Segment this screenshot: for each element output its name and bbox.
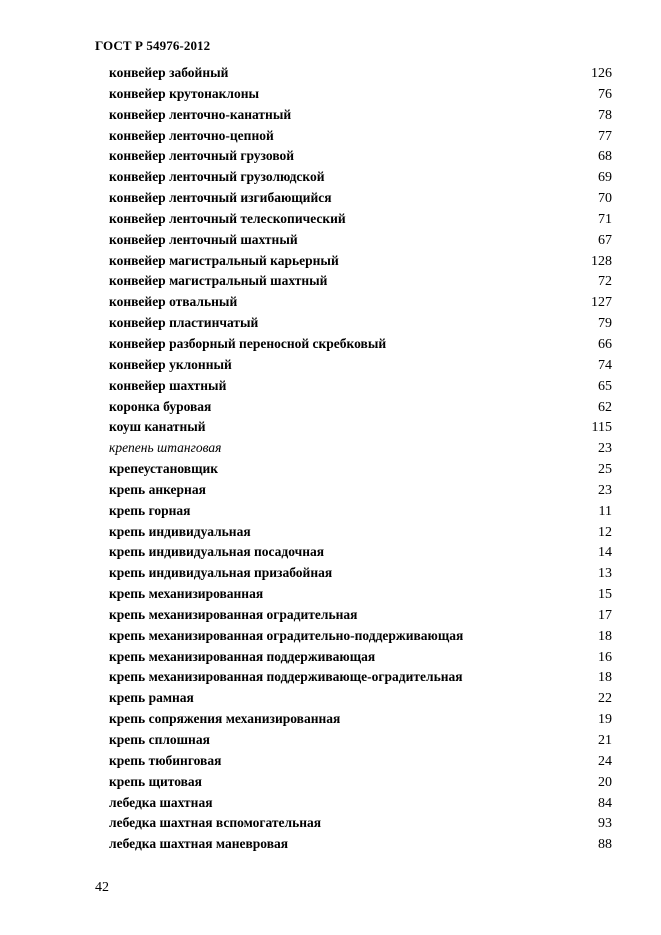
index-page-ref: 84 bbox=[598, 795, 612, 811]
index-term: конвейер ленточно-канатный bbox=[109, 106, 292, 122]
index-page-ref: 93 bbox=[598, 816, 612, 832]
index-term: конвейер уклонный bbox=[109, 356, 232, 372]
index-page-ref: 128 bbox=[591, 253, 612, 269]
index-page-ref: 11 bbox=[598, 503, 612, 519]
index-page-ref: 65 bbox=[598, 378, 612, 394]
index-page-ref: 13 bbox=[598, 566, 612, 582]
index-page-ref: 16 bbox=[598, 649, 612, 665]
index-page-ref: 79 bbox=[598, 316, 612, 332]
index-entry bbox=[109, 834, 612, 855]
index-entry bbox=[109, 542, 612, 563]
index-entry bbox=[109, 63, 612, 84]
index-entry bbox=[109, 271, 612, 292]
index-entry bbox=[109, 334, 612, 355]
index-term: крепь механизированная bbox=[109, 586, 264, 602]
index-entry bbox=[109, 167, 612, 188]
alphabetical-index bbox=[109, 63, 612, 855]
index-page-ref: 22 bbox=[598, 691, 612, 707]
index-page-ref: 66 bbox=[598, 336, 612, 352]
index-term: конвейер забойный bbox=[109, 65, 229, 80]
index-page-ref: 70 bbox=[598, 191, 612, 207]
index-term: крепь сопряжения механизированная bbox=[109, 711, 341, 727]
index-entry bbox=[109, 793, 612, 814]
index-term: крепь щитовая bbox=[109, 773, 202, 789]
index-entry bbox=[109, 146, 612, 167]
index-page-ref: 12 bbox=[598, 524, 612, 540]
index-term: крепь механизированная оградительно-поддерживающая bbox=[109, 627, 464, 643]
index-entry bbox=[109, 251, 612, 272]
index-page-ref: 67 bbox=[598, 232, 612, 248]
index-term: крепь механизированная поддерживающая bbox=[109, 648, 376, 664]
index-term: лебедка шахтная маневровая bbox=[109, 836, 289, 852]
index-entry bbox=[109, 292, 612, 313]
index-term: крепь рамная bbox=[109, 690, 194, 706]
index-page-ref: 23 bbox=[598, 482, 612, 498]
index-page-ref: 88 bbox=[598, 837, 612, 853]
index-page-ref: 69 bbox=[598, 170, 612, 186]
index-page-ref: 78 bbox=[598, 107, 612, 123]
index-entry bbox=[109, 709, 612, 730]
index-entry bbox=[109, 438, 612, 459]
document-header: ГОСТ Р 54976-2012 bbox=[95, 38, 211, 53]
index-term: лебедка шахтная вспомогательная bbox=[109, 815, 322, 831]
index-entry bbox=[109, 584, 612, 605]
index-entry bbox=[109, 355, 612, 376]
index-page-ref: 71 bbox=[598, 211, 612, 227]
index-page-ref: 21 bbox=[598, 733, 612, 748]
index-term: конвейер шахтный bbox=[109, 377, 227, 393]
index-entry bbox=[109, 313, 612, 334]
index-entry bbox=[109, 626, 612, 647]
index-entry bbox=[109, 480, 612, 501]
index-term: конвейер ленточный грузовой bbox=[109, 148, 295, 164]
index-page-ref: 17 bbox=[598, 607, 612, 623]
index-page-ref: 15 bbox=[598, 587, 612, 603]
index-term: конвейер магистральный шахтный bbox=[109, 273, 328, 289]
index-page-ref: 24 bbox=[598, 753, 612, 769]
index-page-ref: 115 bbox=[591, 420, 612, 436]
index-entry bbox=[109, 209, 612, 230]
index-entry bbox=[109, 84, 612, 105]
index-page-ref: 25 bbox=[598, 462, 612, 478]
index-term: крепень штанговая bbox=[109, 440, 222, 456]
index-term: крепь механизированная поддерживающе-оградительная bbox=[109, 669, 463, 685]
index-term: конвейер отвальный bbox=[109, 294, 238, 310]
index-entry bbox=[109, 605, 612, 626]
index-page-ref: 18 bbox=[598, 628, 612, 644]
index-term: конвейер ленточный телескопический bbox=[109, 210, 346, 226]
index-page-ref: 62 bbox=[598, 399, 612, 415]
index-entry bbox=[109, 126, 612, 147]
index-page-ref: 74 bbox=[598, 357, 612, 373]
index-term: крепь анкерная bbox=[109, 481, 206, 497]
index-entry bbox=[109, 397, 612, 418]
index-entry bbox=[109, 813, 612, 834]
index-entry bbox=[109, 688, 612, 709]
index-entry bbox=[109, 501, 612, 522]
index-term: крепеустановщик bbox=[109, 461, 219, 477]
index-term: крепь тюбинговая bbox=[109, 752, 222, 768]
index-entry bbox=[109, 730, 612, 751]
index-term: крепь сплошная bbox=[109, 732, 210, 747]
index-entry bbox=[109, 647, 612, 668]
index-entry bbox=[109, 772, 612, 793]
index-term: конвейер ленточный шахтный bbox=[109, 231, 298, 247]
index-page-ref: 19 bbox=[598, 712, 612, 728]
index-term: лебедка шахтная bbox=[109, 794, 213, 810]
index-term: крепь горная bbox=[109, 502, 191, 518]
index-page-ref: 72 bbox=[598, 274, 612, 290]
index-term: коуш канатный bbox=[109, 419, 206, 435]
index-page-ref: 77 bbox=[598, 128, 612, 144]
index-entry bbox=[109, 522, 612, 543]
index-term: крепь индивидуальная посадочная bbox=[109, 544, 325, 560]
index-page-ref: 20 bbox=[598, 774, 612, 790]
index-entry bbox=[109, 105, 612, 126]
index-term: конвейер пластинчатый bbox=[109, 315, 259, 331]
index-entry bbox=[109, 230, 612, 251]
index-entry bbox=[109, 667, 612, 688]
index-page-ref: 76 bbox=[598, 86, 612, 102]
index-term: крепь механизированная оградительная bbox=[109, 606, 358, 622]
page-number: 42 bbox=[95, 880, 109, 895]
index-page-ref: 14 bbox=[598, 545, 612, 561]
index-term: конвейер ленточно-цепной bbox=[109, 127, 274, 143]
index-entry bbox=[109, 751, 612, 772]
index-page-ref: 127 bbox=[591, 295, 612, 311]
index-term: коронка буровая bbox=[109, 398, 212, 414]
index-entry bbox=[109, 188, 612, 209]
index-page-ref: 126 bbox=[591, 66, 612, 81]
index-page-ref: 18 bbox=[598, 670, 612, 686]
index-term: конвейер ленточный изгибающийся bbox=[109, 190, 332, 206]
index-entry bbox=[109, 563, 612, 584]
index-page-ref: 68 bbox=[598, 149, 612, 165]
index-term: конвейер магистральный карьерный bbox=[109, 252, 339, 268]
index-entry bbox=[109, 459, 612, 480]
index-page-ref: 23 bbox=[598, 441, 612, 457]
index-term: крепь индивидуальная призабойная bbox=[109, 565, 333, 581]
index-entry bbox=[109, 376, 612, 397]
index-term: конвейер крутонаклоны bbox=[109, 85, 260, 101]
index-term: конвейер разборный переносной скребковый bbox=[109, 335, 387, 351]
index-term: крепь индивидуальная bbox=[109, 523, 251, 539]
index-term: конвейер ленточный грузолюдской bbox=[109, 169, 325, 185]
index-entry bbox=[109, 417, 612, 438]
